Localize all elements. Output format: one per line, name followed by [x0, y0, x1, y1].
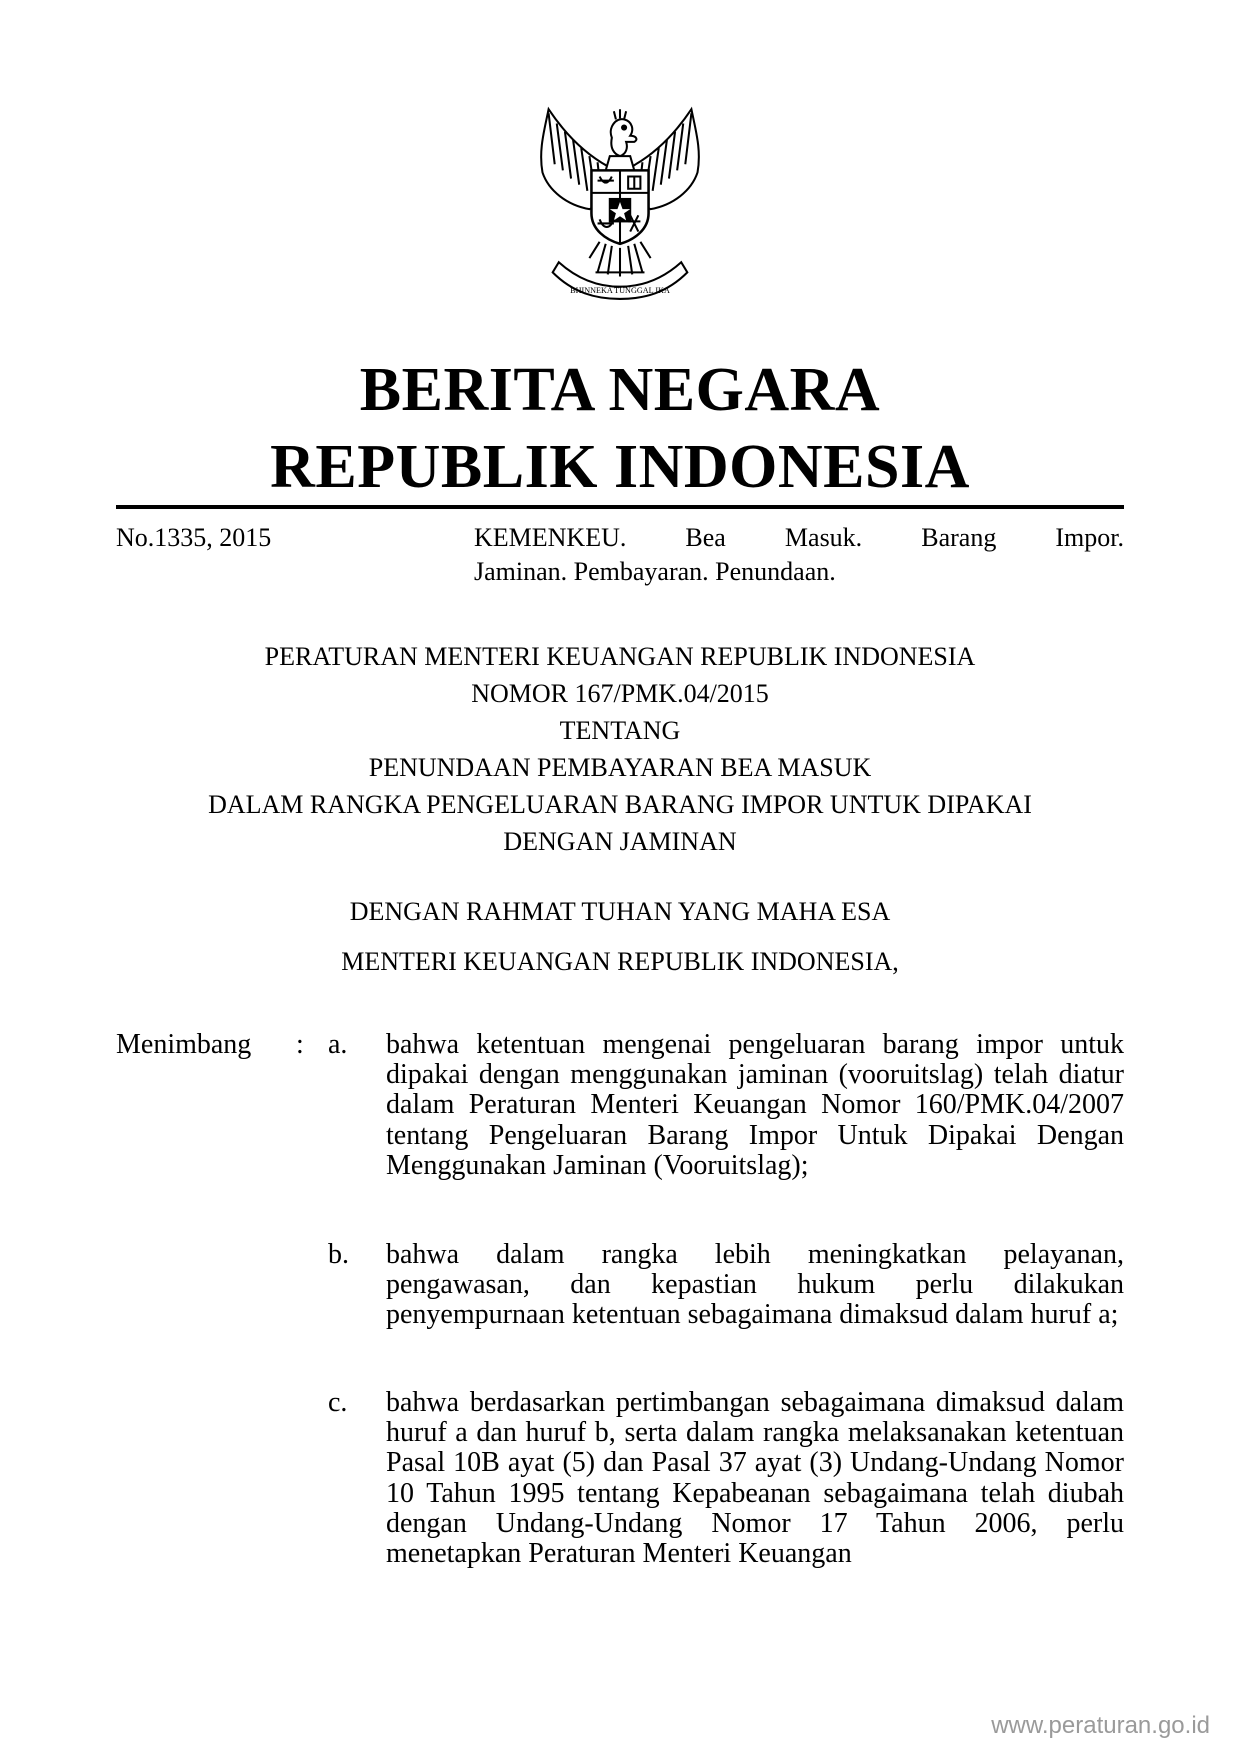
- garuda-emblem-icon: [518, 98, 722, 304]
- title-line: PERATURAN MENTERI KEUANGAN REPUBLIK INDONESIA: [264, 642, 976, 671]
- gazette-subject: [474, 521, 1124, 589]
- regulation-title: [0, 638, 1240, 860]
- considerations-colon: :: [296, 1029, 304, 1060]
- title-line: DENGAN JAMINAN: [503, 827, 737, 856]
- footer-source-url: www.peraturan.go.id: [991, 1712, 1210, 1739]
- subject-line-1: KEMENKEU. Bea Masuk. Barang Impor.: [474, 523, 1124, 552]
- item-letter: c.: [328, 1387, 348, 1418]
- title-line: NOMOR 167/PMK.04/2015: [471, 679, 769, 708]
- item-text: bahwa berdasarkan pertimbangan sebagaimana dimaksud dalam huruf a dan huruf b, serta dalam rangka melaksanakan ketentuan Pasal 10B ayat (5) dan Pasal 37 ayat (3) Undang-Undang Nomor 10 Tahun 1995 tentang Kepabeanan sebagaimana telah diubah dengan Undang-Undang Nomor 17 Tahun 2006, perlu menetapkan Peraturan Menteri Keuangan: [386, 1387, 1124, 1570]
- title-line: TENTANG: [559, 716, 681, 745]
- item-letter: b.: [328, 1239, 349, 1270]
- preamble-line: MENTERI KEUANGAN REPUBLIK INDONESIA,: [341, 947, 899, 976]
- masthead-title: BERITA NEGARA: [359, 356, 881, 424]
- item-text: bahwa ketentuan mengenai pengeluaran barang impor untuk dipakai dengan menggunakan jaminan (vooruitslag) telah diatur dalam Peraturan Menteri Keuangan Nomor 160/PMK.04/2007 tentang Pengeluaran Barang Impor Untuk Dipakai Dengan Menggunakan Jaminan (Vooruitslag);: [386, 1029, 1124, 1181]
- masthead-divider: [116, 505, 1124, 509]
- masthead-subtitle: REPUBLIK INDONESIA: [270, 433, 970, 501]
- title-line: DALAM RANGKA PENGELUARAN BARANG IMPOR UNTUK DIPAKAI: [208, 790, 1032, 819]
- subject-line-2: Jaminan. Pembayaran. Penundaan.: [474, 557, 836, 586]
- preamble: [0, 887, 1240, 987]
- preamble-line: DENGAN RAHMAT TUHAN YANG MAHA ESA: [349, 897, 891, 926]
- considerations-label: Menimbang: [116, 1029, 252, 1060]
- gazette-number: No.1335, 2015: [116, 523, 272, 552]
- title-line: PENUNDAAN PEMBAYARAN BEA MASUK: [368, 753, 872, 782]
- item-letter: a.: [328, 1029, 348, 1060]
- item-text: bahwa dalam rangka lebih meningkatkan pelayanan, pengawasan, dan kepastian hukum perlu dilakukan penyempurnaan ketentuan sebagaimana dimaksud dalam huruf a;: [386, 1239, 1124, 1331]
- svg-text:BHINNEKA TUNGGAL IKA: BHINNEKA TUNGGAL IKA: [570, 285, 670, 295]
